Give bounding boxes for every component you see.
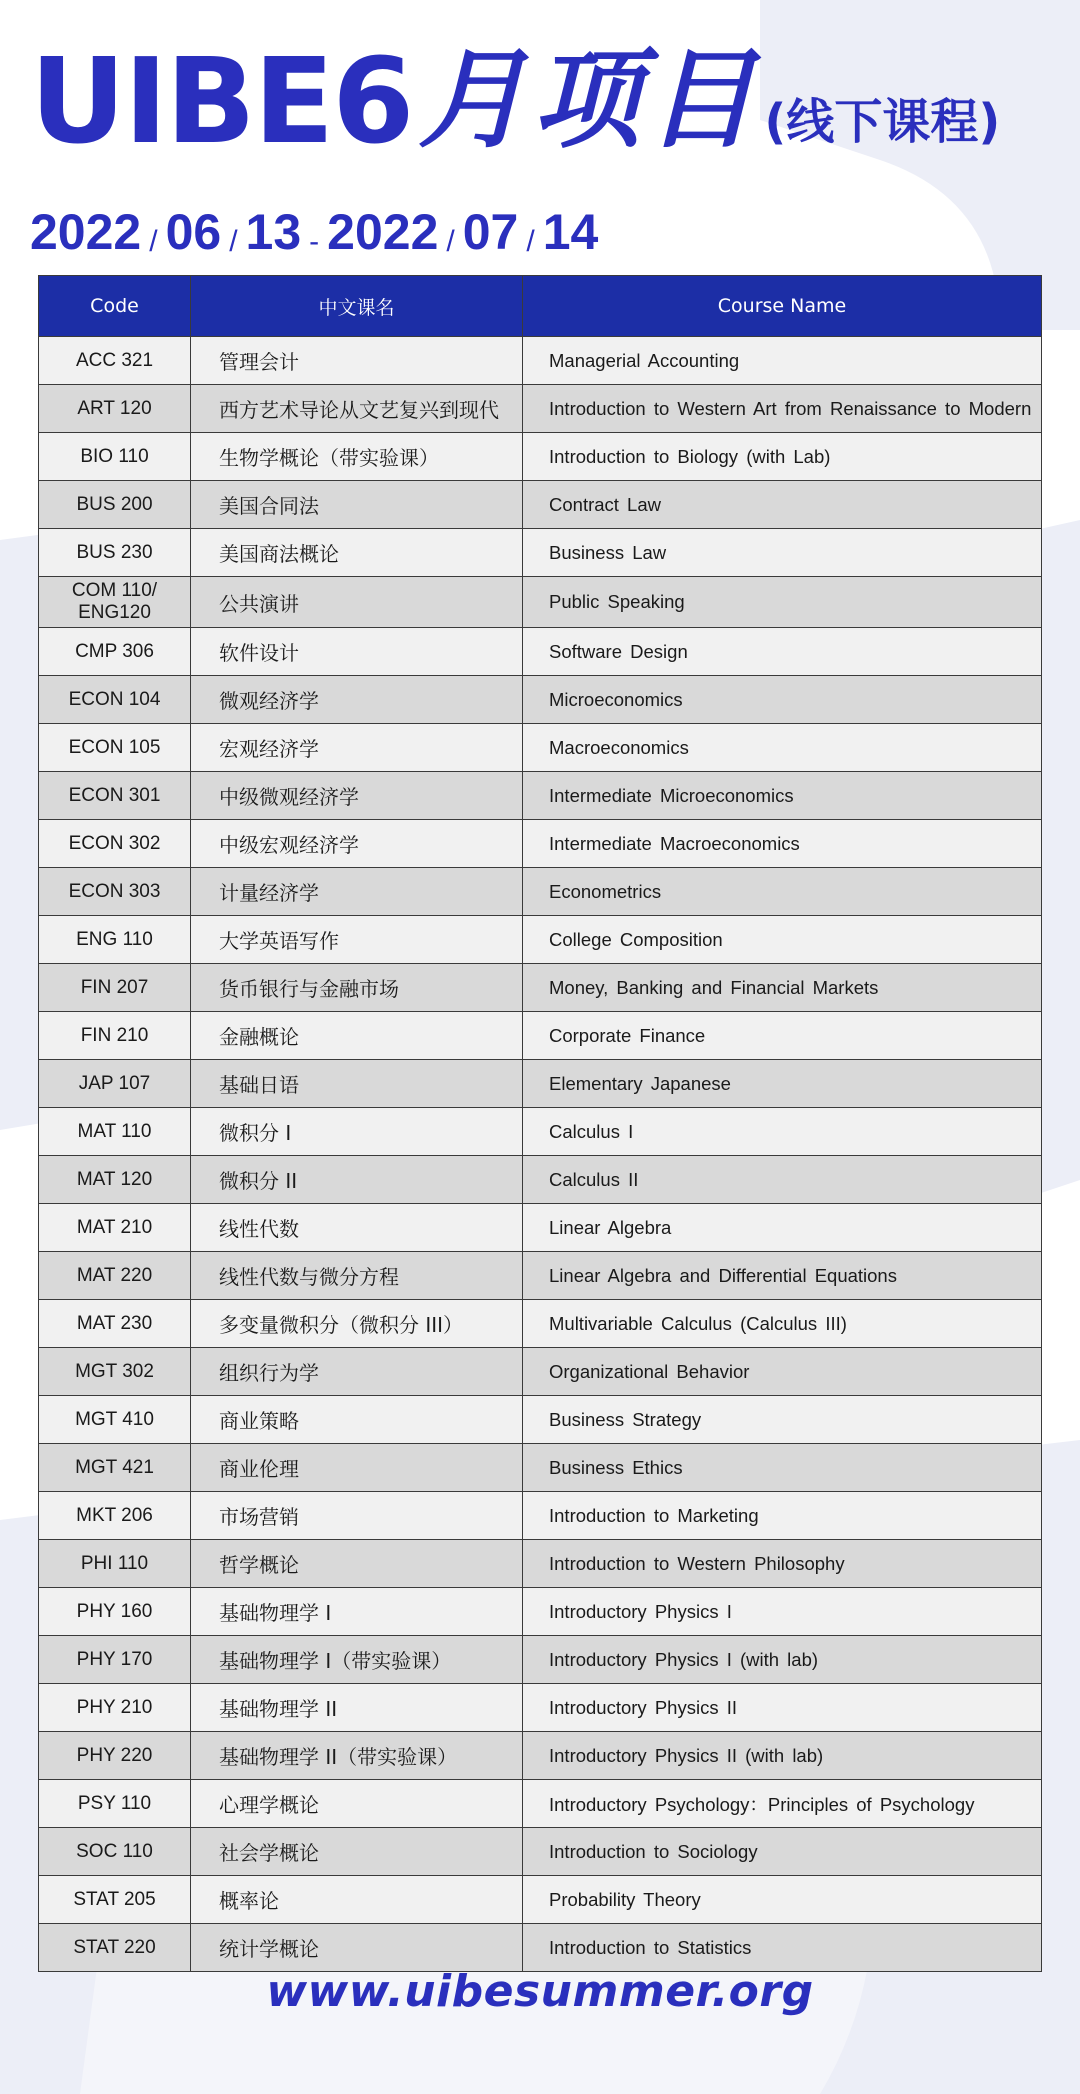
chinese-name-cell: 统计学概论 [191, 1924, 523, 1972]
chinese-name-cell: 基础物理学 II（带实验课） [191, 1732, 523, 1780]
date-separator: / [149, 225, 158, 258]
chinese-name-cell: 中级微观经济学 [191, 772, 523, 820]
course-name-cell: Public Speaking [523, 577, 1042, 628]
table-row [39, 481, 1042, 529]
table-row [39, 1252, 1042, 1300]
course-name-cell: Introductory Physics I [523, 1588, 1042, 1636]
course-code-cell: BUS 230 [39, 529, 191, 577]
table-row [39, 916, 1042, 964]
course-name-cell: Introduction to Western Philosophy [523, 1540, 1042, 1588]
course-name-cell: Macroeconomics [523, 724, 1042, 772]
course-name-cell: Intermediate Microeconomics [523, 772, 1042, 820]
chinese-name-cell: 西方艺术导论从文艺复兴到现代 [191, 385, 523, 433]
course-code-cell: STAT 220 [39, 1924, 191, 1972]
chinese-name-cell: 线性代数 [191, 1204, 523, 1252]
table-row [39, 433, 1042, 481]
chinese-name-cell: 基础物理学 I [191, 1588, 523, 1636]
date-separator: / [446, 225, 455, 258]
chinese-name-cell: 管理会计 [191, 337, 523, 385]
course-name-cell: Introductory Physics I (with lab) [523, 1636, 1042, 1684]
chinese-name-cell: 概率论 [191, 1876, 523, 1924]
table-row [39, 772, 1042, 820]
course-table-container [38, 275, 1041, 1972]
website-url[interactable]: www.uibesummer.org [266, 1966, 814, 2017]
column-header-code: Code [39, 276, 191, 337]
table-row [39, 1780, 1042, 1828]
course-name-cell: Intermediate Macroeconomics [523, 820, 1042, 868]
chinese-name-cell: 商业策略 [191, 1396, 523, 1444]
table-row [39, 1300, 1042, 1348]
table-row [39, 1636, 1042, 1684]
course-name-cell: Probability Theory [523, 1876, 1042, 1924]
chinese-name-cell: 大学英语写作 [191, 916, 523, 964]
course-name-cell: Linear Algebra [523, 1204, 1042, 1252]
course-name-cell: Business Law [523, 529, 1042, 577]
chinese-name-cell: 市场营销 [191, 1492, 523, 1540]
table-row [39, 1396, 1042, 1444]
course-code-cell: ENG 110 [39, 916, 191, 964]
course-name-cell: Contract Law [523, 481, 1042, 529]
table-row [39, 1684, 1042, 1732]
course-name-cell: College Composition [523, 916, 1042, 964]
course-code-cell: MAT 220 [39, 1252, 191, 1300]
date-range [30, 204, 1070, 268]
chinese-name-cell: 软件设计 [191, 628, 523, 676]
chinese-name-cell: 基础物理学 I（带实验课） [191, 1636, 523, 1684]
course-code-cell: PHI 110 [39, 1540, 191, 1588]
course-code-cell: PHY 170 [39, 1636, 191, 1684]
course-code-cell: FIN 210 [39, 1012, 191, 1060]
course-table [38, 275, 1042, 1972]
chinese-name-cell: 组织行为学 [191, 1348, 523, 1396]
table-row [39, 1828, 1042, 1876]
course-code-cell: COM 110/ ENG120 [39, 577, 191, 628]
table-row [39, 628, 1042, 676]
date-separator: / [526, 225, 535, 258]
course-code-cell: ECON 105 [39, 724, 191, 772]
course-name-cell: Business Strategy [523, 1396, 1042, 1444]
course-code-cell: MAT 210 [39, 1204, 191, 1252]
table-row [39, 1588, 1042, 1636]
course-name-cell: Microeconomics [523, 676, 1042, 724]
course-name-cell: Introduction to Sociology [523, 1828, 1042, 1876]
table-row [39, 1492, 1042, 1540]
course-name-cell: Money, Banking and Financial Markets [523, 964, 1042, 1012]
table-row [39, 1156, 1042, 1204]
table-row [39, 868, 1042, 916]
chinese-name-cell: 多变量微积分（微积分 III） [191, 1300, 523, 1348]
table-row [39, 1876, 1042, 1924]
course-name-cell: Introduction to Marketing [523, 1492, 1042, 1540]
course-name-cell: Calculus II [523, 1156, 1042, 1204]
date-end-day: 14 [542, 204, 599, 260]
course-name-cell: Corporate Finance [523, 1012, 1042, 1060]
course-name-cell: Organizational Behavior [523, 1348, 1042, 1396]
date-start-day: 13 [245, 204, 302, 260]
table-row [39, 1348, 1042, 1396]
course-code-cell: MGT 410 [39, 1396, 191, 1444]
course-code-cell: PHY 160 [39, 1588, 191, 1636]
course-code-cell: MAT 120 [39, 1156, 191, 1204]
date-end-month: 07 [462, 204, 519, 260]
chinese-name-cell: 金融概论 [191, 1012, 523, 1060]
chinese-name-cell: 商业伦理 [191, 1444, 523, 1492]
course-code-cell: JAP 107 [39, 1060, 191, 1108]
course-code-cell: ECON 104 [39, 676, 191, 724]
table-row [39, 337, 1042, 385]
chinese-name-cell: 宏观经济学 [191, 724, 523, 772]
course-name-cell: Introduction to Western Art from Renaissance to Modern [523, 385, 1042, 433]
course-code-cell: SOC 110 [39, 1828, 191, 1876]
chinese-name-cell: 社会学概论 [191, 1828, 523, 1876]
table-row [39, 1540, 1042, 1588]
table-row [39, 676, 1042, 724]
course-code-cell: ECON 301 [39, 772, 191, 820]
footer [0, 1964, 1080, 2020]
course-name-cell: Econometrics [523, 868, 1042, 916]
chinese-name-cell: 微积分 I [191, 1108, 523, 1156]
title-sub: (线下课程) [764, 94, 1001, 150]
chinese-name-cell: 基础物理学 II [191, 1684, 523, 1732]
table-row [39, 1204, 1042, 1252]
course-name-cell: Calculus I [523, 1108, 1042, 1156]
date-start-year: 2022 [30, 204, 142, 260]
table-row [39, 577, 1042, 628]
course-name-cell: Multivariable Calculus (Calculus III) [523, 1300, 1042, 1348]
chinese-name-cell: 基础日语 [191, 1060, 523, 1108]
chinese-name-cell: 心理学概论 [191, 1780, 523, 1828]
course-name-cell: Managerial Accounting [523, 337, 1042, 385]
table-row [39, 385, 1042, 433]
course-name-cell: Software Design [523, 628, 1042, 676]
table-row [39, 820, 1042, 868]
course-code-cell: MKT 206 [39, 1492, 191, 1540]
course-code-cell: ECON 303 [39, 868, 191, 916]
page-title [30, 30, 1070, 170]
header [30, 30, 1070, 268]
course-code-cell: ART 120 [39, 385, 191, 433]
table-row [39, 529, 1042, 577]
table-row [39, 1108, 1042, 1156]
date-dash: - [309, 225, 320, 258]
course-code-cell: PSY 110 [39, 1780, 191, 1828]
course-name-cell: Introduction to Statistics [523, 1924, 1042, 1972]
course-code-cell: MGT 421 [39, 1444, 191, 1492]
course-code-cell: CMP 306 [39, 628, 191, 676]
chinese-name-cell: 计量经济学 [191, 868, 523, 916]
table-header-row [39, 276, 1042, 337]
course-name-cell: Introduction to Biology (with Lab) [523, 433, 1042, 481]
course-code-cell: BUS 200 [39, 481, 191, 529]
course-code-cell: PHY 210 [39, 1684, 191, 1732]
chinese-name-cell: 美国合同法 [191, 481, 523, 529]
course-code-cell: PHY 220 [39, 1732, 191, 1780]
chinese-name-cell: 哲学概论 [191, 1540, 523, 1588]
course-code-cell: BIO 110 [39, 433, 191, 481]
chinese-name-cell: 线性代数与微分方程 [191, 1252, 523, 1300]
date-start-month: 06 [165, 204, 222, 260]
chinese-name-cell: 生物学概论（带实验课） [191, 433, 523, 481]
course-code-cell: STAT 205 [39, 1876, 191, 1924]
chinese-name-cell: 中级宏观经济学 [191, 820, 523, 868]
table-row [39, 724, 1042, 772]
course-code-cell: ACC 321 [39, 337, 191, 385]
date-end-year: 2022 [327, 204, 439, 260]
course-name-cell: Introductory Psychology：Principles of Psychology [523, 1780, 1042, 1828]
chinese-name-cell: 微积分 II [191, 1156, 523, 1204]
date-separator: / [229, 225, 238, 258]
table-row [39, 1732, 1042, 1780]
chinese-name-cell: 公共演讲 [191, 577, 523, 628]
course-code-cell: FIN 207 [39, 964, 191, 1012]
table-body [39, 337, 1042, 1972]
chinese-name-cell: 美国商法概论 [191, 529, 523, 577]
course-code-cell: MAT 230 [39, 1300, 191, 1348]
title-main: UIBE6 [30, 32, 413, 170]
course-code-cell: MAT 110 [39, 1108, 191, 1156]
column-header-course-name: Course Name [523, 276, 1042, 337]
course-name-cell: Linear Algebra and Differential Equations [523, 1252, 1042, 1300]
course-code-cell: ECON 302 [39, 820, 191, 868]
table-row [39, 1060, 1042, 1108]
title-cn: 月项目 [418, 38, 761, 163]
course-name-cell: Introductory Physics II [523, 1684, 1042, 1732]
chinese-name-cell: 货币银行与金融市场 [191, 964, 523, 1012]
course-name-cell: Elementary Japanese [523, 1060, 1042, 1108]
table-row [39, 964, 1042, 1012]
course-name-cell: Business Ethics [523, 1444, 1042, 1492]
course-name-cell: Introductory Physics II (with lab) [523, 1732, 1042, 1780]
table-row [39, 1012, 1042, 1060]
column-header-cn-name: 中文课名 [191, 276, 523, 337]
chinese-name-cell: 微观经济学 [191, 676, 523, 724]
course-code-cell: MGT 302 [39, 1348, 191, 1396]
table-row [39, 1444, 1042, 1492]
